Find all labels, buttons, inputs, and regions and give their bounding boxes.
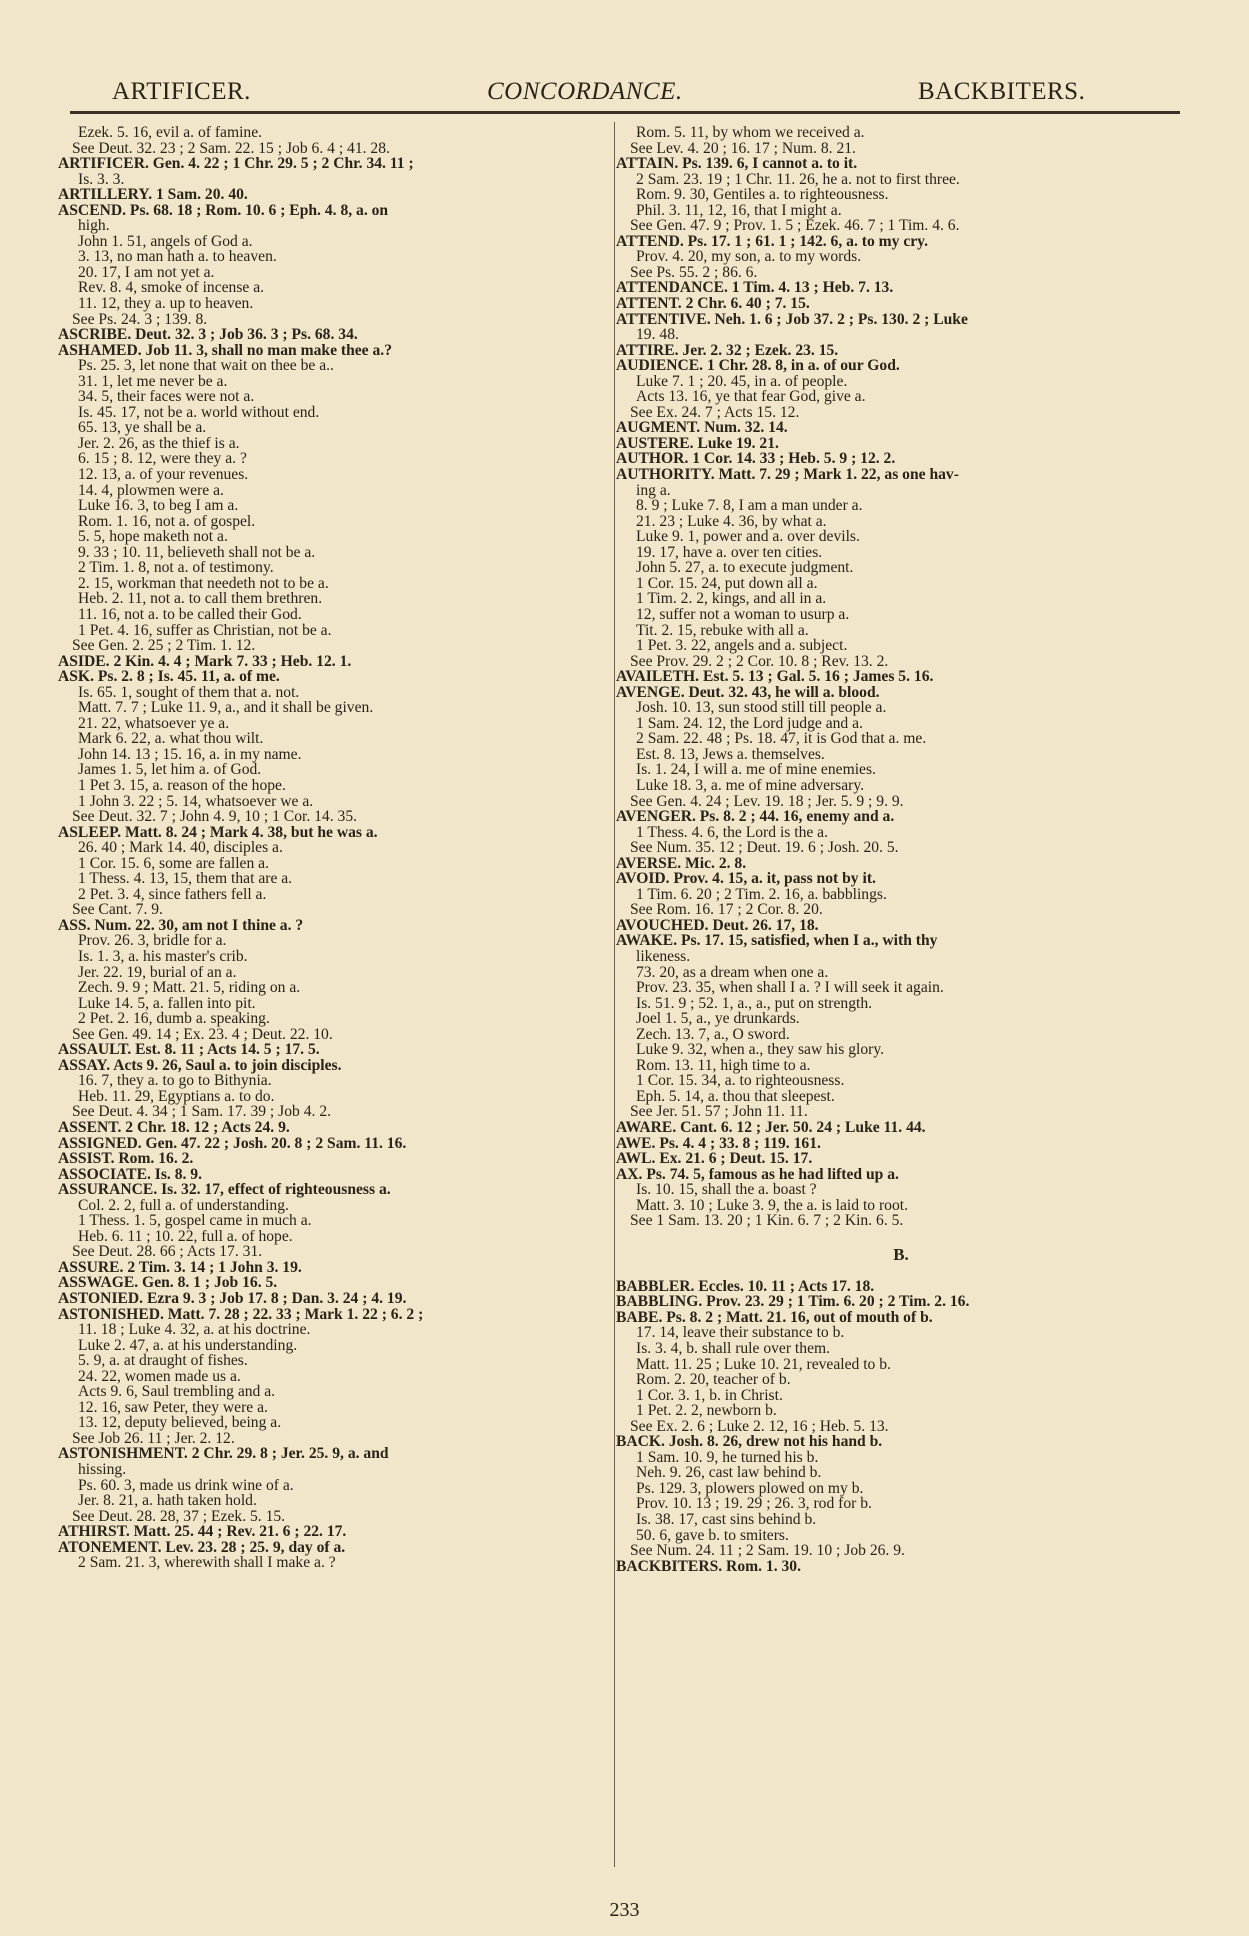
left-column bbox=[58, 125, 603, 1870]
concordance-line: 19. 17, have a. over ten cities. bbox=[636, 543, 823, 561]
concordance-line: Heb. 2. 11, not a. to call them brethren. bbox=[78, 590, 323, 608]
concordance-line: Zech. 13. 7, a., O sword. bbox=[636, 1025, 790, 1043]
concordance-line: ASSIGNED. Gen. 47. 22 ; Josh. 20. 8 ; 2 Sam. 11. 16. bbox=[58, 1134, 407, 1152]
concordance-line: See Num. 35. 12 ; Deut. 19. 6 ; Josh. 20. 5. bbox=[630, 839, 899, 857]
concordance-line: 20. 17, I am not yet a. bbox=[78, 263, 215, 281]
concordance-line: ASLEEP. Matt. 8. 24 ; Mark 4. 38, but he was a. bbox=[58, 823, 378, 841]
concordance-line: AUTHORITY. Matt. 7. 29 ; Mark 1. 22, as one hav- bbox=[616, 466, 959, 484]
concordance-line: 1 Cor. 15. 6, some are fallen a. bbox=[78, 854, 269, 872]
concordance-line: ASSOCIATE. Is. 8. 9. bbox=[58, 1165, 202, 1183]
concordance-line: Is. 51. 9 ; 52. 1, a., a., put on strength. bbox=[636, 994, 873, 1012]
concordance-line: Acts 13. 16, ye that fear God, give a. bbox=[636, 388, 866, 406]
concordance-line: Heb. 11. 29, Egyptians a. to do. bbox=[78, 1087, 275, 1105]
concordance-line: likeness. bbox=[636, 947, 691, 965]
concordance-line: 1 Pet. 2. 2, newborn b. bbox=[636, 1402, 777, 1420]
concordance-line: AUGMENT. Num. 32. 14. bbox=[616, 419, 788, 437]
concordance-line: ATHIRST. Matt. 25. 44 ; Rev. 21. 6 ; 22. 17. bbox=[58, 1523, 347, 1541]
running-header bbox=[0, 64, 1249, 114]
concordance-line: Is. 1. 24, I will a. me of mine enemies. bbox=[636, 761, 876, 779]
concordance-line: See Gen. 47. 9 ; Prov. 1. 5 ; Ezek. 46. 7 ; 1 Tim. 4. 6. bbox=[630, 217, 960, 235]
concordance-line: AVENGE. Deut. 32. 43, he will a. blood. bbox=[616, 683, 880, 701]
concordance-line: 1 Sam. 10. 9, he turned his b. bbox=[636, 1448, 819, 1466]
concordance-line: See Deut. 32. 7 ; John 4. 9, 10 ; 1 Cor. 14. 35. bbox=[72, 808, 358, 826]
concordance-line: Jer. 8. 21, a. hath taken hold. bbox=[78, 1492, 257, 1510]
concordance-line: Rom. 13. 11, high time to a. bbox=[636, 1056, 811, 1074]
concordance-line: 2 Pet. 2. 16, dumb a. speaking. bbox=[78, 1010, 270, 1028]
concordance-line: Is. 65. 1, sought of them that a. not. bbox=[78, 683, 300, 701]
concordance-line: AVENGER. Ps. 8. 2 ; 44. 16, enemy and a. bbox=[616, 808, 895, 826]
concordance-line: ASSURANCE. Is. 32. 17, effect of righteousness a. bbox=[58, 1181, 391, 1199]
concordance-line: Matt. 11. 25 ; Luke 10. 21, revealed to b. bbox=[636, 1355, 891, 1373]
concordance-line: Is. 38. 17, cast sins behind b. bbox=[636, 1511, 817, 1529]
concordance-line: Prov. 10. 13 ; 19. 29 ; 26. 3, rod for b. bbox=[636, 1495, 872, 1513]
concordance-line: 9. 33 ; 10. 11, believeth shall not be a. bbox=[78, 543, 316, 561]
concordance-line: See Jer. 51. 57 ; John 11. 11. bbox=[630, 1103, 808, 1121]
concordance-line: AVOID. Prov. 4. 15, a. it, pass not by it. bbox=[616, 870, 876, 888]
concordance-line: ASSAULT. Est. 8. 11 ; Acts 14. 5 ; 17. 5. bbox=[58, 1041, 320, 1059]
concordance-line: See Rom. 16. 17 ; 2 Cor. 8. 20. bbox=[630, 901, 823, 919]
concordance-line: 1 Thess. 4. 13, 15, them that are a. bbox=[78, 870, 293, 888]
concordance-line: high. bbox=[78, 217, 110, 235]
concordance-line: Luke 16. 3, to beg I am a. bbox=[78, 497, 239, 515]
concordance-line: See Gen. 4. 24 ; Lev. 19. 18 ; Jer. 5. 9 ; 9. 9. bbox=[630, 792, 904, 810]
concordance-line: See Prov. 29. 2 ; 2 Cor. 10. 8 ; Rev. 13. 2. bbox=[630, 652, 889, 670]
concordance-line: AWAKE. Ps. 17. 15, satisfied, when I a., with thy bbox=[616, 932, 938, 950]
header-right-guideword: BACKBITERS. bbox=[918, 78, 1086, 105]
concordance-line: 12. 16, saw Peter, they were a. bbox=[78, 1398, 268, 1416]
concordance-line: ASSENT. 2 Chr. 18. 12 ; Acts 24. 9. bbox=[58, 1119, 290, 1136]
concordance-line: See Ex. 24. 7 ; Acts 15. 12. bbox=[630, 403, 800, 421]
concordance-line: See Ps. 55. 2 ; 86. 6. bbox=[630, 263, 758, 281]
concordance-line: Josh. 10. 13, sun stood still till people a. bbox=[636, 699, 887, 717]
concordance-line: Neh. 9. 26, cast law behind b. bbox=[636, 1464, 822, 1482]
concordance-line: 5. 9, a. at draught of fishes. bbox=[78, 1352, 248, 1370]
concordance-line: hissing. bbox=[78, 1461, 127, 1479]
concordance-line: BABE. Ps. 8. 2 ; Matt. 21. 16, out of mouth of b. bbox=[616, 1308, 933, 1326]
concordance-line: Luke 9. 1, power and a. over devils. bbox=[636, 528, 860, 546]
concordance-line: Ezek. 5. 16, evil a. of famine. bbox=[78, 125, 263, 141]
concordance-line: Matt. 7. 7 ; Luke 11. 9, a., and it shall be given. bbox=[78, 699, 374, 717]
concordance-line: Rom. 1. 16, not a. of gospel. bbox=[78, 512, 256, 530]
concordance-line: Prov. 23. 35, when shall I a. ? I will seek it again. bbox=[636, 979, 944, 997]
concordance-line: Ps. 25. 3, let none that wait on thee be a.. bbox=[78, 357, 334, 375]
concordance-line: ATTENDANCE. 1 Tim. 4. 13 ; Heb. 7. 13. bbox=[616, 279, 894, 297]
concordance-line: 31. 1, let me never be a. bbox=[78, 372, 228, 390]
concordance-line: Acts 9. 6, Saul trembling and a. bbox=[78, 1383, 276, 1401]
concordance-line: Rom. 9. 30, Gentiles a. to righteousness. bbox=[636, 186, 889, 204]
concordance-line: ASSWAGE. Gen. 8. 1 ; Job 16. 5. bbox=[58, 1274, 278, 1292]
concordance-line: ASSAY. Acts 9. 26, Saul a. to join disciples. bbox=[58, 1056, 342, 1074]
concordance-line: ASIDE. 2 Kin. 4. 4 ; Mark 7. 33 ; Heb. 12. 1. bbox=[58, 652, 352, 670]
concordance-line: Luke 7. 1 ; 20. 45, in a. of people. bbox=[636, 372, 848, 390]
concordance-line: AWARE. Cant. 6. 12 ; Jer. 50. 24 ; Luke 11. 44. bbox=[616, 1119, 926, 1136]
concordance-line: AUDIENCE. 1 Chr. 28. 8, in a. of our God. bbox=[616, 357, 900, 375]
concordance-line: 1 Tim. 2. 2, kings, and all in a. bbox=[636, 590, 827, 608]
concordance-line: ATTENT. 2 Chr. 6. 40 ; 7. 15. bbox=[616, 295, 810, 313]
concordance-line: Jer. 22. 19, burial of an a. bbox=[78, 963, 237, 981]
concordance-line: ASSIST. Rom. 16. 2. bbox=[58, 1150, 194, 1168]
concordance-line: ASS. Num. 22. 30, am not I thine a. ? bbox=[58, 916, 304, 934]
concordance-line: Ps. 60. 3, made us drink wine of a. bbox=[78, 1476, 294, 1494]
concordance-line: 3. 13, no man hath a. to heaven. bbox=[78, 248, 277, 266]
concordance-line: 1 Thess. 1. 5, gospel came in much a. bbox=[78, 1212, 312, 1230]
concordance-line: AVOUCHED. Deut. 26. 17, 18. bbox=[616, 916, 819, 934]
concordance-line: See Ps. 24. 3 ; 139. 8. bbox=[72, 310, 208, 328]
concordance-line: AVERSE. Mic. 2. 8. bbox=[616, 854, 747, 872]
concordance-line: 12, suffer not a woman to usurp a. bbox=[636, 605, 850, 623]
concordance-line: John 5. 27, a. to execute judgment. bbox=[636, 559, 854, 577]
concordance-line: ATTAIN. Ps. 139. 6, I cannot a. to it. bbox=[616, 155, 858, 173]
page-number: 233 bbox=[609, 1899, 640, 1921]
concordance-line: 1 Sam. 24. 12, the Lord judge and a. bbox=[636, 714, 863, 732]
concordance-line: ARTILLERY. 1 Sam. 20. 40. bbox=[58, 186, 248, 204]
concordance-line: See Deut. 28. 28, 37 ; Ezek. 5. 15. bbox=[72, 1507, 286, 1525]
section-heading-b: B. bbox=[893, 1244, 909, 1264]
concordance-line: 21. 22, whatsoever ye a. bbox=[78, 714, 230, 732]
concordance-line: AUTHOR. 1 Cor. 14. 33 ; Heb. 5. 9 ; 12. 2. bbox=[616, 450, 896, 468]
concordance-line: See Num. 24. 11 ; 2 Sam. 19. 10 ; Job 26. 9. bbox=[630, 1542, 905, 1560]
concordance-line: 1 Cor. 15. 34, a. to righteousness. bbox=[636, 1072, 845, 1090]
concordance-line: ATONEMENT. Lev. 23. 28 ; 25. 9, day of a. bbox=[58, 1538, 346, 1556]
concordance-line: 16. 7, they a. to go to Bithynia. bbox=[78, 1072, 272, 1090]
concordance-line: See Job 26. 11 ; Jer. 2. 12. bbox=[72, 1429, 235, 1447]
concordance-line: John 14. 13 ; 15. 16, a. in my name. bbox=[78, 745, 302, 763]
concordance-line: Phil. 3. 11, 12, 16, that I might a. bbox=[636, 201, 842, 219]
concordance-line: ATTEND. Ps. 17. 1 ; 61. 1 ; 142. 6, a. to my cry. bbox=[616, 232, 928, 250]
concordance-line: See Deut. 4. 34 ; 1 Sam. 17. 39 ; Job 4. 2. bbox=[72, 1103, 332, 1121]
concordance-line: 2 Sam. 23. 19 ; 1 Chr. 11. 26, he a. not to first three. bbox=[636, 170, 960, 188]
concordance-line: 14. 4, plowmen were a. bbox=[78, 481, 224, 499]
concordance-line: ASTONISHED. Matt. 7. 28 ; 22. 33 ; Mark 1. 22 ; 6. 2 ; bbox=[58, 1305, 424, 1323]
concordance-line: See Lev. 4. 20 ; 16. 17 ; Num. 8. 21. bbox=[630, 139, 856, 157]
concordance-line: ARTIFICER. Gen. 4. 22 ; 1 Chr. 29. 5 ; 2 Chr. 34. 11 ; bbox=[58, 155, 414, 173]
concordance-line: AVAILETH. Est. 5. 13 ; Gal. 5. 16 ; James 5. 16. bbox=[616, 668, 934, 686]
concordance-line: Mark 6. 22, a. what thou wilt. bbox=[78, 730, 264, 748]
concordance-line: Eph. 5. 14, a. thou that sleepest. bbox=[636, 1087, 835, 1105]
concordance-line: ASK. Ps. 2. 8 ; Is. 45. 11, a. of me. bbox=[58, 668, 280, 686]
concordance-line: 1 John 3. 22 ; 5. 14, whatsoever we a. bbox=[78, 792, 314, 810]
concordance-line: 19. 48. bbox=[636, 326, 679, 344]
header-left-guideword: ARTIFICER. bbox=[112, 78, 251, 105]
concordance-line: ATTENTIVE. Neh. 1. 6 ; Job 37. 2 ; Ps. 130. 2 ; Luke bbox=[616, 310, 968, 328]
concordance-line: 1 Thess. 4. 6, the Lord is the a. bbox=[636, 823, 829, 841]
concordance-line: 1 Pet. 3. 22, angels and a. subject. bbox=[636, 637, 848, 655]
concordance-line: ASTONIED. Ezra 9. 3 ; Job 17. 8 ; Dan. 3. 24 ; 4. 19. bbox=[58, 1290, 407, 1308]
concordance-line: ASHAMED. Job 11. 3, shall no man make thee a.? bbox=[58, 341, 392, 359]
concordance-line: Luke 18. 3, a. me of mine adversary. bbox=[636, 776, 865, 794]
concordance-line: AUSTERE. Luke 19. 21. bbox=[616, 434, 779, 452]
concordance-line: Heb. 6. 11 ; 10. 22, full a. of hope. bbox=[78, 1227, 293, 1245]
concordance-line: 11. 18 ; Luke 4. 32, a. at his doctrine. bbox=[78, 1321, 311, 1339]
concordance-line: 65. 13, ye shall be a. bbox=[78, 419, 207, 437]
concordance-line: BACKBITERS. Rom. 1. 30. bbox=[616, 1557, 801, 1575]
header-rule bbox=[70, 111, 1180, 114]
concordance-line: 1 Pet. 4. 16, suffer as Christian, not be a. bbox=[78, 621, 332, 639]
concordance-line: Is. 10. 15, shall the a. boast ? bbox=[636, 1181, 817, 1199]
concordance-line: 5. 5, hope maketh not a. bbox=[78, 528, 228, 546]
concordance-line: 73. 20, as a dream when one a. bbox=[636, 963, 829, 981]
concordance-line: 17. 14, leave their substance to b. bbox=[636, 1324, 845, 1342]
concordance-line: ATTIRE. Jer. 2. 32 ; Ezek. 23. 15. bbox=[616, 341, 839, 359]
concordance-line: 21. 23 ; Luke 4. 36, by what a. bbox=[636, 512, 827, 530]
concordance-line: AWE. Ps. 4. 4 ; 33. 8 ; 119. 161. bbox=[616, 1134, 821, 1152]
concordance-line: 1 Cor. 3. 1, b. in Christ. bbox=[636, 1386, 783, 1404]
right-column bbox=[616, 125, 1186, 1870]
concordance-line: ASCRIBE. Deut. 32. 3 ; Job 36. 3 ; Ps. 68. 34. bbox=[58, 326, 358, 344]
column-divider bbox=[614, 122, 615, 1867]
concordance-line: See Gen. 49. 14 ; Ex. 23. 4 ; Deut. 22. 10. bbox=[72, 1025, 333, 1043]
concordance-line: Luke 9. 32, when a., they saw his glory. bbox=[636, 1041, 885, 1059]
concordance-line: 2 Sam. 22. 48 ; Ps. 18. 47, it is God that a. me. bbox=[636, 730, 927, 748]
concordance-line: 12. 13, a. of your revenues. bbox=[78, 466, 249, 484]
concordance-line: BABBLER. Eccles. 10. 11 ; Acts 17. 18. bbox=[616, 1277, 875, 1295]
concordance-line: See Gen. 2. 25 ; 2 Tim. 1. 12. bbox=[72, 637, 256, 655]
concordance-line: AWL. Ex. 21. 6 ; Deut. 15. 17. bbox=[616, 1150, 813, 1168]
concordance-line: ing a. bbox=[636, 481, 671, 499]
concordance-line: See Cant. 7. 9. bbox=[72, 901, 163, 919]
concordance-line: Is. 3. 3. bbox=[78, 170, 125, 188]
concordance-line: Col. 2. 2, full a. of understanding. bbox=[78, 1196, 289, 1214]
concordance-line: ASCEND. Ps. 68. 18 ; Rom. 10. 6 ; Eph. 4. 8, a. on bbox=[58, 201, 389, 219]
concordance-line: Rev. 8. 4, smoke of incense a. bbox=[78, 279, 265, 297]
concordance-line: 2 Sam. 21. 3, wherewith shall I make a. ? bbox=[78, 1554, 336, 1572]
concordance-line: See Deut. 32. 23 ; 2 Sam. 22. 15 ; Job 6. 4 ; 41. 28. bbox=[72, 139, 390, 157]
concordance-line: 26. 40 ; Mark 14. 40, disciples a. bbox=[78, 839, 283, 857]
concordance-line: 24. 22, women made us a. bbox=[78, 1367, 241, 1385]
concordance-line: Joel 1. 5, a., ye drunkards. bbox=[636, 1010, 800, 1028]
concordance-line: 11. 12, they a. up to heaven. bbox=[78, 295, 254, 313]
concordance-line: 1 Tim. 6. 20 ; 2 Tim. 2. 16, a. babblings. bbox=[636, 885, 887, 903]
concordance-line: 11. 16, not a. to be called their God. bbox=[78, 605, 302, 623]
concordance-line: Rom. 2. 20, teacher of b. bbox=[636, 1371, 791, 1389]
concordance-line: Prov. 4. 20, my son, a. to my words. bbox=[636, 248, 862, 266]
concordance-line: ASSURE. 2 Tim. 3. 14 ; 1 John 3. 19. bbox=[58, 1258, 302, 1276]
concordance-line: Luke 14. 5, a. fallen into pit. bbox=[78, 994, 256, 1012]
concordance-line: Matt. 3. 10 ; Luke 3. 9, the a. is laid to root. bbox=[636, 1196, 908, 1214]
header-title: CONCORDANCE. bbox=[487, 78, 683, 105]
concordance-line: 8. 9 ; Luke 7. 8, I am a man under a. bbox=[636, 497, 863, 515]
concordance-line: See 1 Sam. 13. 20 ; 1 Kin. 6. 7 ; 2 Kin. 6. 5. bbox=[630, 1212, 904, 1230]
concordance-line: Prov. 26. 3, bridle for a. bbox=[78, 932, 227, 950]
concordance-line: Is. 45. 17, not be a. world without end. bbox=[78, 403, 320, 421]
concordance-line: ASTONISHMENT. 2 Chr. 29. 8 ; Jer. 25. 9, a. and bbox=[58, 1445, 389, 1463]
concordance-line: Is. 3. 4, b. shall rule over them. bbox=[636, 1340, 831, 1358]
concordance-line: Ps. 129. 3, plowers plowed on my b. bbox=[636, 1479, 864, 1497]
concordance-line: Est. 8. 13, Jews a. themselves. bbox=[636, 745, 825, 763]
concordance-line: Zech. 9. 9 ; Matt. 21. 5, riding on a. bbox=[78, 979, 301, 997]
concordance-line: 13. 12, deputy believed, being a. bbox=[78, 1414, 282, 1432]
concordance-line: 50. 6, gave b. to smiters. bbox=[636, 1526, 789, 1544]
concordance-line: 1 Cor. 15. 24, put down all a. bbox=[636, 574, 818, 592]
concordance-line: Rom. 5. 11, by whom we received a. bbox=[636, 125, 865, 141]
concordance-line: 2 Tim. 1. 8, not a. of testimony. bbox=[78, 559, 274, 577]
concordance-line: Jer. 2. 26, as the thief is a. bbox=[78, 434, 240, 452]
right-column-a-entries bbox=[616, 125, 1186, 1229]
concordance-line: 34. 5, their faces were not a. bbox=[78, 388, 255, 406]
concordance-line: BABBLING. Prov. 23. 29 ; 1 Tim. 6. 20 ; 2 Tim. 2. 16. bbox=[616, 1293, 970, 1311]
concordance-line: 1 Pet 3. 15, a. reason of the hope. bbox=[78, 776, 286, 794]
concordance-line: 2 Pet. 3. 4, since fathers fell a. bbox=[78, 885, 267, 903]
concordance-line: Luke 2. 47, a. at his understanding. bbox=[78, 1336, 298, 1354]
right-column-b-entries bbox=[616, 1279, 1186, 1574]
concordance-line: 2. 15, workman that needeth not to be a. bbox=[78, 574, 329, 592]
concordance-line: John 1. 51, angels of God a. bbox=[78, 232, 253, 250]
concordance-line: James 1. 5, let him a. of God. bbox=[78, 761, 262, 779]
concordance-line: 6. 15 ; 8. 12, were they a. ? bbox=[78, 450, 247, 468]
concordance-line: Tit. 2. 15, rebuke with all a. bbox=[636, 621, 809, 639]
concordance-line: AX. Ps. 74. 5, famous as he had lifted up a. bbox=[616, 1165, 899, 1183]
concordance-line: See Deut. 28. 66 ; Acts 17. 31. bbox=[72, 1243, 263, 1261]
concordance-line: See Ex. 2. 6 ; Luke 2. 12, 16 ; Heb. 5. 13. bbox=[630, 1417, 889, 1435]
concordance-line: Is. 1. 3, a. his master's crib. bbox=[78, 947, 248, 965]
concordance-line: BACK. Josh. 8. 26, drew not his hand b. bbox=[616, 1433, 883, 1451]
